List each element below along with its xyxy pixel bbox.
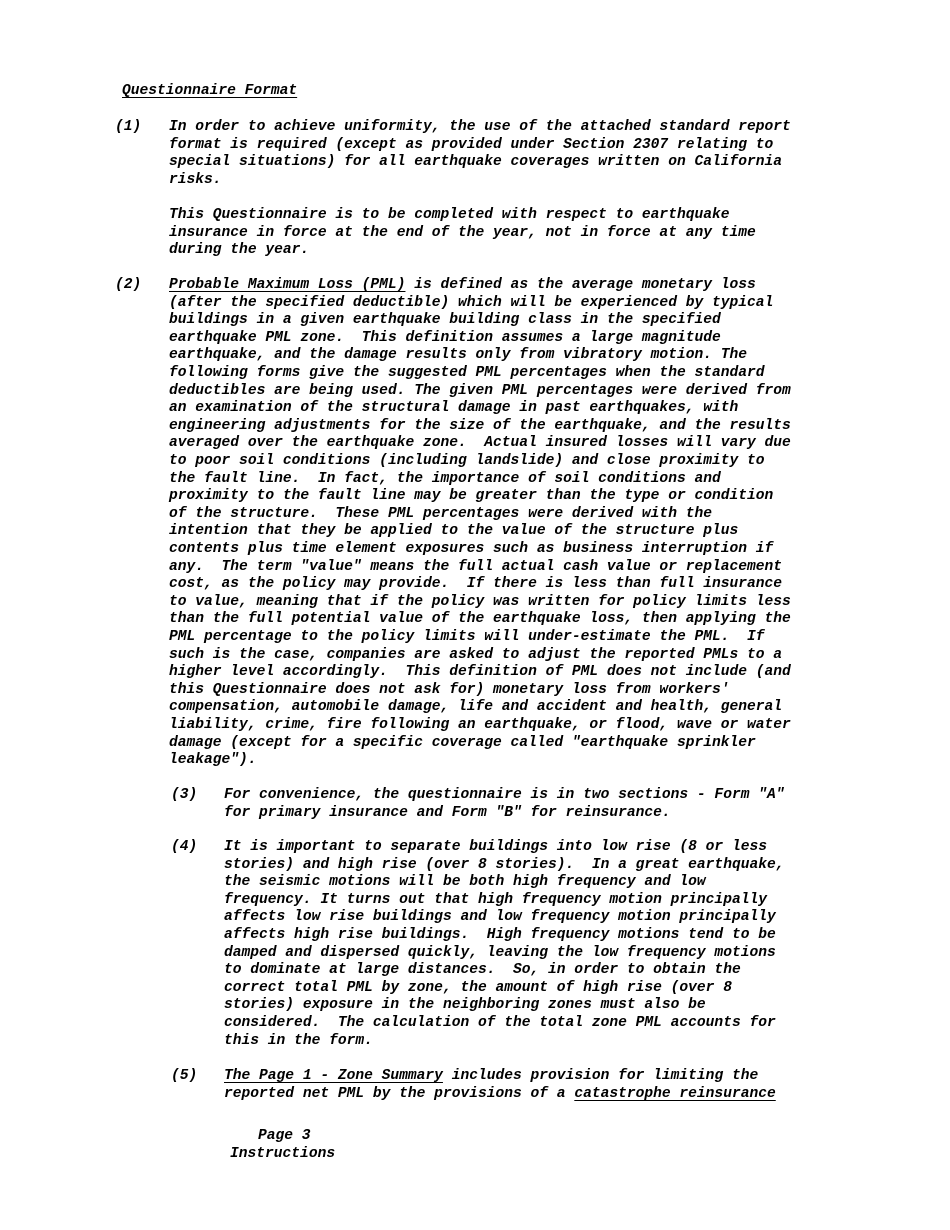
paragraph-line: contents plus time element exposures such as business interruption if [169,541,774,557]
pml-definition-start: is defined as the average monetary loss [405,277,756,293]
item-2-number: (2) [115,277,142,293]
paragraph-line: damped and dispersed quickly, leaving the low frequency motions [224,944,776,961]
paragraph-line: this in the form. [224,1032,373,1049]
paragraph-line: engineering adjustments for the size of the earthquake, and the results [169,417,791,434]
paragraph-line: compensation, automobile damage, life and accident and health, general [169,699,783,716]
paragraph-line: earthquake PML zone. This definition assumes a large magnitude [169,329,721,346]
paragraph-line [224,1086,776,1104]
paragraph-line: to poor soil conditions (including landslide) and close proximity to [169,453,765,469]
paragraph-line: deductibles are being used. The given PML percentages were derived from [169,382,791,399]
paragraph-line: stories) and high rise (over 8 stories). In a great earthquake, [224,856,785,873]
paragraph-line: format is required (except as provided under Section 2307 relating to [169,136,774,153]
paragraph-line: intention that they be applied to the value of the structure plus [169,523,739,540]
paragraph-line: to value, meaning that if the policy was written for policy limits less [169,593,791,610]
paragraph-line: an examination of the structural damage in past earthquakes, with [169,400,739,417]
paragraph-line: damage (except for a specific coverage called "earthquake sprinkler [169,734,756,751]
paragraph-line: In order to achieve uniformity, the use of the attached standard report [169,119,791,135]
paragraph-line: considered. The calculation of the total zone PML accounts for [224,1015,776,1031]
item-3-number: (3) [171,787,198,803]
paragraph-line: for primary insurance and Form "B" for reinsurance. [224,804,671,821]
paragraph-line: averaged over the earthquake zone. Actual insured losses will vary due [169,435,791,452]
paragraph-line: such is the case, companies are asked to adjust the reported PMLs to a [169,646,783,663]
page-section-label: Instructions [230,1146,336,1162]
paragraph-line: PML percentage to the policy limits will under-estimate the PML. If [169,629,765,645]
pml-term: Probable Maximum Loss (PML) [169,277,406,293]
paragraph-line: stories) exposure in the neighboring zones must also be [224,997,706,1014]
paragraph-line: following forms give the suggested PML percentages when the standard [169,365,765,381]
zone-summary-term: The Page 1 - Zone Summary [224,1068,443,1084]
paragraph-line: buildings in a given earthquake building class in the specified [169,312,721,329]
paragraph-line [169,277,756,295]
paragraph-line: affects high rise buildings. High frequency motions tend to be [224,927,776,943]
paragraph-text: includes provision for limiting the [442,1068,759,1084]
paragraph-line: proximity to the fault line may be greater than the type or condition [169,488,774,505]
paragraph-line: to dominate at large distances. So, in order to obtain the [224,962,741,979]
paragraph-line: of the structure. These PML percentages were derived with the [169,505,712,522]
paragraph-line: than the full potential value of the earthquake loss, then applying the [169,611,791,628]
paragraph-line: frequency. It turns out that high frequency motion principally [224,891,767,908]
paragraph-line: It is important to separate buildings into low rise (8 or less [224,839,767,855]
section-heading: Questionnaire Format [122,83,298,99]
paragraph-line: leakage"). [169,752,257,769]
catastrophe-reinsurance-term: catastrophe reinsurance [574,1085,776,1102]
paragraph-line: earthquake, and the damage results only from vibratory motion. The [169,347,748,364]
paragraph-line: cost, as the policy may provide. If there is less than full insurance [169,576,783,593]
item-4-number: (4) [171,839,198,855]
item-1-number: (1) [115,119,142,135]
paragraph-line: higher level accordingly. This definition of PML does not include (and [169,664,791,681]
paragraph-line: insurance in force at the end of the year, not in force at any time [169,224,756,241]
paragraph-line: special situations) for all earthquake coverages written on California [169,154,783,171]
paragraph-line: the fault line. In fact, the importance of soil conditions and [169,470,721,487]
paragraph-line [224,1068,758,1086]
paragraph-line: liability, crime, fire following an earthquake, or flood, wave or water [169,717,791,733]
paragraph-line: risks. [169,171,222,188]
paragraph-line: the seismic motions will be both high frequency and low [224,874,706,891]
paragraph-line: (after the specified deductible) which will be experienced by typical [169,294,774,311]
paragraph-line: This Questionnaire is to be completed with respect to earthquake [169,207,730,223]
paragraph-line: during the year. [169,242,310,259]
paragraph-text: reported net PML by the provisions of a [224,1085,575,1102]
paragraph-line: correct total PML by zone, the amount of high rise (over 8 [224,979,732,996]
page-number: Page 3 [258,1128,311,1144]
paragraph-line: any. The term "value" means the full actual cash value or replacement [169,558,783,575]
paragraph-line: affects low rise buildings and low frequency motion principally [224,909,776,926]
item-5-number: (5) [171,1068,198,1084]
paragraph-line: this Questionnaire does not ask for) monetary loss from workers' [169,681,730,698]
paragraph-line: For convenience, the questionnaire is in two sections - Form "A" [224,787,785,803]
